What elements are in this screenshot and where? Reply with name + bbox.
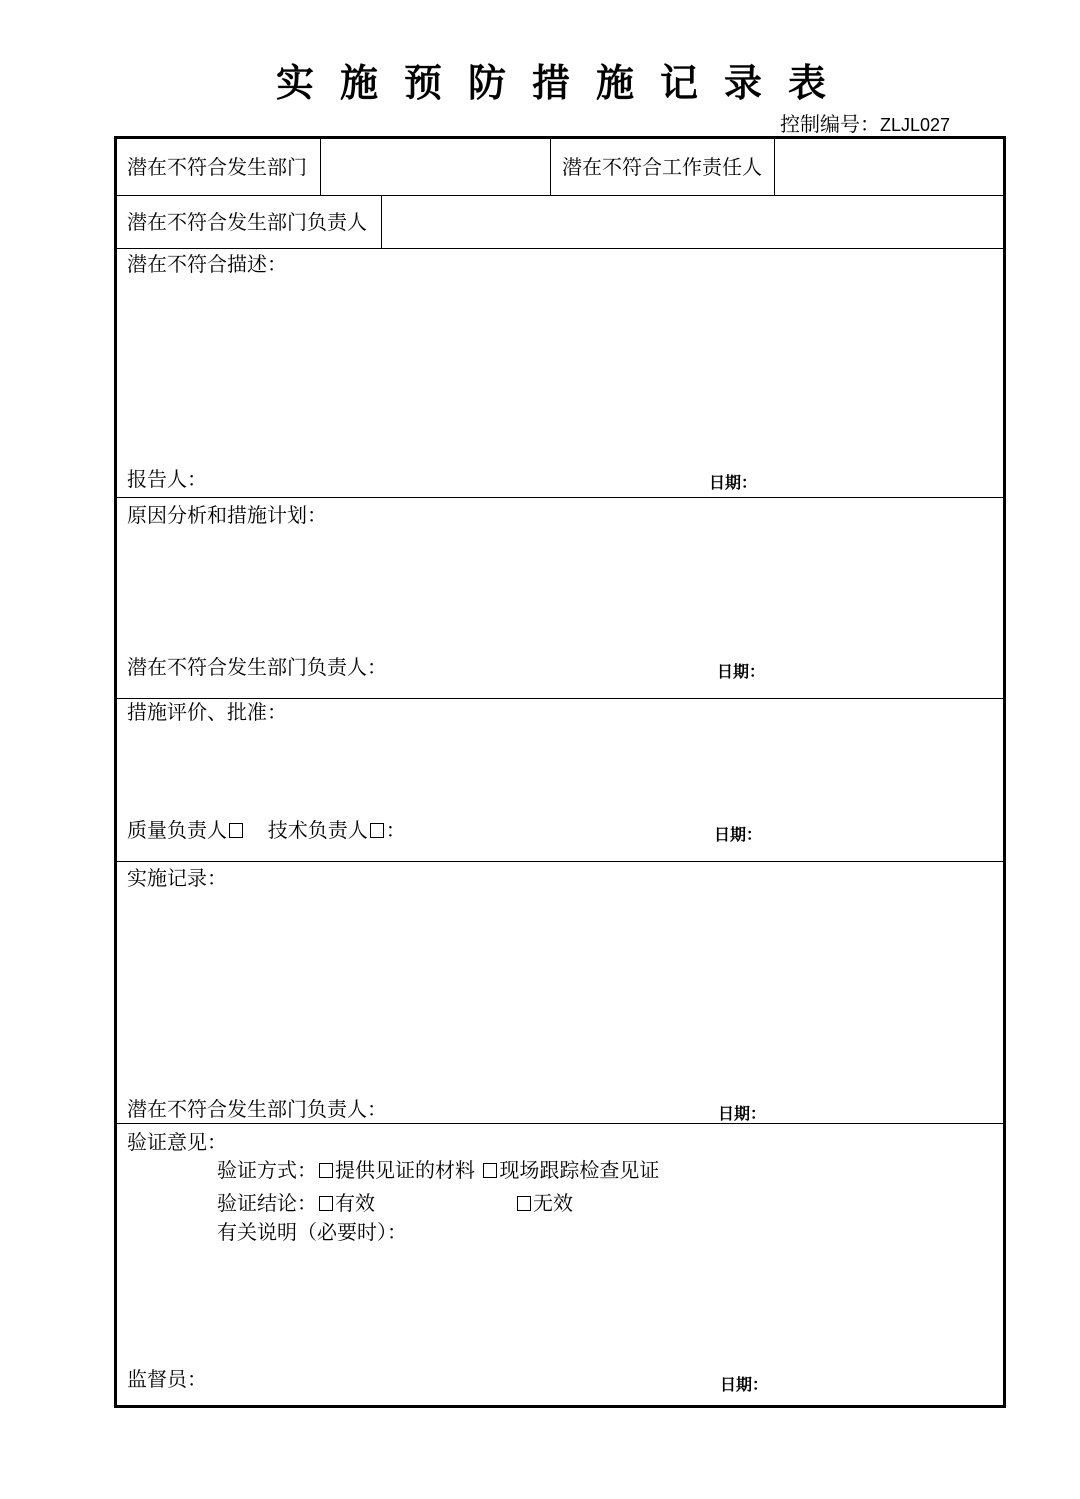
- verification-label: 验证意见：: [127, 1130, 227, 1154]
- tech-head-checkbox[interactable]: [370, 823, 384, 838]
- quality-head-checkbox[interactable]: [229, 823, 243, 838]
- verification-conclusion-line: [217, 1191, 375, 1215]
- cause-head-label: 潜在不符合发生部门负责人：: [127, 655, 387, 679]
- dept-head-label: 潜在不符合发生部门负责人: [127, 210, 367, 234]
- verification-date-label: 日期：: [720, 1375, 769, 1394]
- implementation-date-label: 日期：: [718, 1104, 767, 1123]
- dept-label: 潜在不符合发生部门: [127, 155, 307, 179]
- approvers-colon: ：: [385, 818, 406, 842]
- invalid-label: 无效: [533, 1191, 573, 1215]
- onsite-tracking-label: 现场跟踪检查见证: [499, 1158, 660, 1182]
- row-divider: [117, 861, 1003, 862]
- evidence-material-checkbox[interactable]: [319, 1163, 333, 1178]
- evaluation-date-label: 日期：: [714, 825, 763, 844]
- cause-label: 原因分析和措施计划：: [127, 503, 327, 527]
- verification-method-line: [217, 1158, 659, 1182]
- implementation-head-label: 潜在不符合发生部门负责人：: [127, 1097, 387, 1121]
- page-title: 实施预防措施记录表: [275, 61, 852, 105]
- control-number-label: 控制编号：: [780, 112, 880, 136]
- row-divider: [117, 248, 1003, 249]
- verification-conclusion-label: 验证结论：: [217, 1191, 317, 1215]
- row-divider: [117, 698, 1003, 699]
- record-form: [114, 136, 1006, 1408]
- work-responsible-label: 潜在不符合工作责任人: [562, 155, 762, 179]
- row-divider: [117, 195, 1003, 196]
- implementation-label: 实施记录：: [127, 866, 227, 890]
- invalid-option: [515, 1191, 573, 1215]
- reporter-label: 报告人：: [127, 467, 207, 491]
- control-number-code: ZLJL027: [880, 115, 951, 135]
- approvers-line: [127, 818, 406, 842]
- column-divider: [774, 139, 775, 195]
- verification-method-label: 验证方式：: [217, 1158, 317, 1182]
- tech-head-label: 技术负责人: [267, 818, 368, 842]
- description-date-label: 日期：: [709, 473, 758, 492]
- evidence-material-label: 提供见证的材料: [335, 1158, 475, 1182]
- valid-label: 有效: [335, 1191, 375, 1215]
- cause-date-label: 日期：: [717, 662, 766, 681]
- row-divider: [117, 497, 1003, 498]
- notes-label: 有关说明（必要时）：: [217, 1220, 407, 1244]
- evaluation-label: 措施评价、批准：: [127, 700, 287, 724]
- onsite-tracking-checkbox[interactable]: [483, 1163, 497, 1178]
- column-divider: [381, 195, 382, 248]
- row-divider: [117, 1123, 1003, 1124]
- supervisor-label: 监督员：: [127, 1367, 207, 1391]
- column-divider: [320, 139, 321, 195]
- column-divider: [550, 139, 551, 195]
- description-label: 潜在不符合描述：: [127, 252, 287, 276]
- control-number: [780, 108, 950, 137]
- quality-head-label: 质量负责人: [127, 818, 227, 842]
- valid-checkbox[interactable]: [319, 1196, 333, 1211]
- invalid-checkbox[interactable]: [517, 1196, 531, 1211]
